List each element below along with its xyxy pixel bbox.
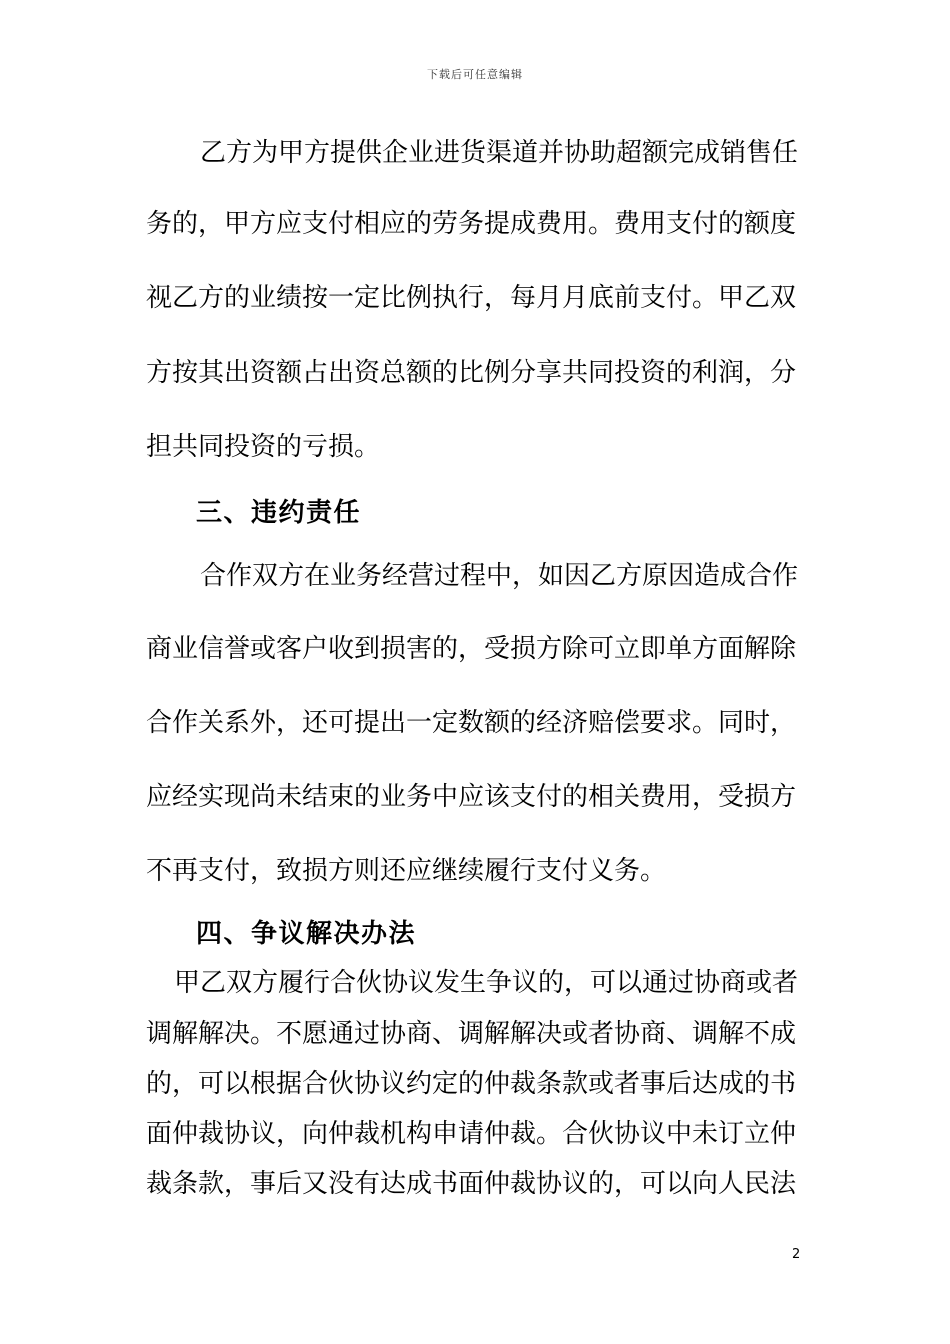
paragraph-line: 乙方为甲方提供企业进货渠道并协助超额完成销售任 bbox=[200, 138, 799, 168]
paragraph-line: 面仲裁协议，向仲裁机构申请仲裁。合伙协议中未订立仲 bbox=[146, 1119, 797, 1149]
paragraph-line: 方按其出资额占出资总额的比例分享共同投资的利润，分 bbox=[146, 358, 797, 388]
paragraph-line: 合作双方在业务经营过程中，如因乙方原因造成合作 bbox=[200, 561, 799, 591]
section-heading: 四、争议解决办法 bbox=[196, 919, 417, 949]
paragraph-line: 裁条款，事后又没有达成书面仲裁协议的，可以向人民法 bbox=[146, 1169, 797, 1199]
paragraph-line: 的，可以根据合伙协议约定的仲裁条款或者事后达成的书 bbox=[146, 1069, 797, 1099]
paragraph-line: 视乙方的业绩按一定比例执行，每月月底前支付。甲乙双 bbox=[146, 283, 797, 313]
paragraph-line: 调解解决。不愿通过协商、调解解决或者协商、调解不成 bbox=[146, 1019, 797, 1049]
paragraph-line: 甲乙双方履行合伙协议发生争议的，可以通过协商或者 bbox=[174, 968, 799, 998]
paragraph-line: 务的，甲方应支付相应的劳务提成费用。费用支付的额度 bbox=[146, 209, 797, 239]
page-number: 2 bbox=[792, 1247, 801, 1262]
paragraph-line: 担共同投资的亏损。 bbox=[146, 432, 381, 462]
section-heading: 三、违约责任 bbox=[196, 498, 362, 528]
paragraph-line: 不再支付，致损方则还应继续履行支付义务。 bbox=[146, 856, 667, 886]
paragraph-line: 合作关系外，还可提出一定数额的经济赔偿要求。同时， bbox=[146, 708, 797, 738]
paragraph-line: 应经实现尚未结束的业务中应该支付的相关费用，受损方 bbox=[146, 782, 797, 812]
paragraph-line: 商业信誉或客户收到损害的，受损方除可立即单方面解除 bbox=[146, 634, 797, 664]
page-header: 下载后可任意编辑 bbox=[427, 68, 523, 81]
